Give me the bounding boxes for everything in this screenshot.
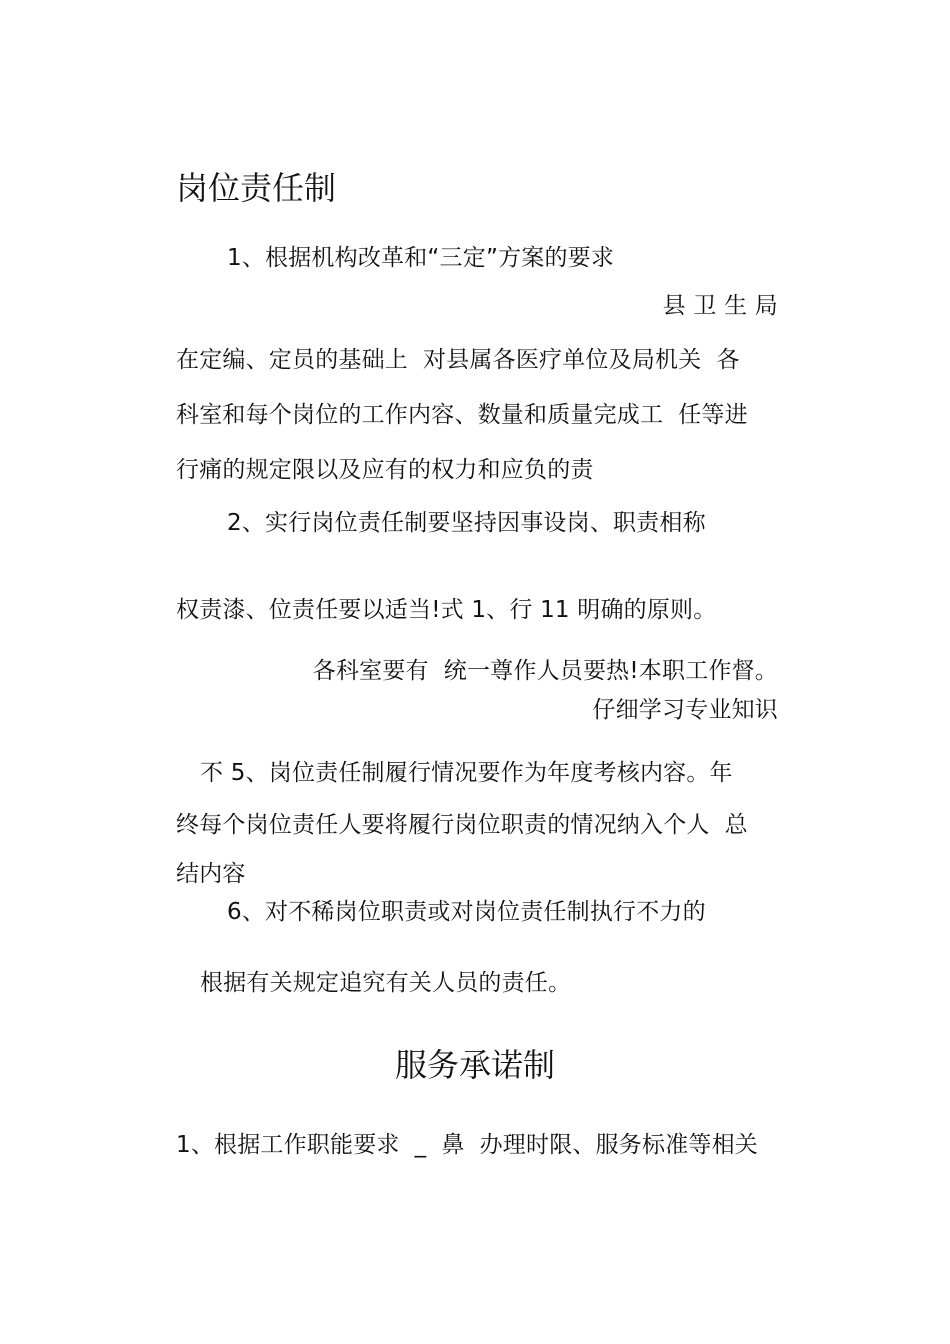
paragraph-1-line-2: 在定编、定员的基础上 对县属各医疗单位及局机关 各 (176, 347, 740, 373)
paragraph-5-line-3: 结内容 (176, 861, 246, 887)
service-paragraph-1-line-1: 1、根据工作职能要求 _ 鼻 办理时限、服务标准等相关 (176, 1132, 758, 1158)
paragraph-1-line-1: 1、根据机构改革和“三定”方案的要求 (227, 245, 615, 271)
paragraph-6-line-1: 6、对不稀岗位职责或对岗位责任制执行不力的 (227, 899, 706, 925)
paragraph-3-line-2: 仔细学习专业知识 (592, 697, 778, 723)
paragraph-1-right-label: 县 卫 生 局 (662, 293, 778, 319)
paragraph-1-line-4: 行痛的规定限以及应有的权力和应负的责 (176, 457, 594, 483)
paragraph-2-line-1: 2、实行岗位责任制要坚持因事设岗、职责相称 (227, 510, 706, 536)
section-title-service-commitment: 服务承诺制 (395, 1046, 556, 1084)
section-title-responsibility: 岗位责任制 (176, 169, 337, 207)
paragraph-2-line-2: 权责漆、位责任要以适当!式 1、行 11 明确的原则。 (176, 597, 717, 623)
paragraph-5-line-2: 终每个岗位责任人要将履行岗位职责的情况纳入个人 总 (176, 812, 748, 838)
paragraph-1-line-3: 科室和每个岗位的工作内容、数量和质量完成工 任等进 (176, 402, 748, 428)
paragraph-3-line-1: 各科室要有 统一尊作人员要热!本职工作督。 (312, 658, 778, 684)
paragraph-6-line-2: 根据有关规定追究有关人员的责任。 (200, 970, 572, 996)
paragraph-5-line-1: 不 5、岗位责任制履行情况要作为年度考核内容。年 (200, 760, 733, 786)
